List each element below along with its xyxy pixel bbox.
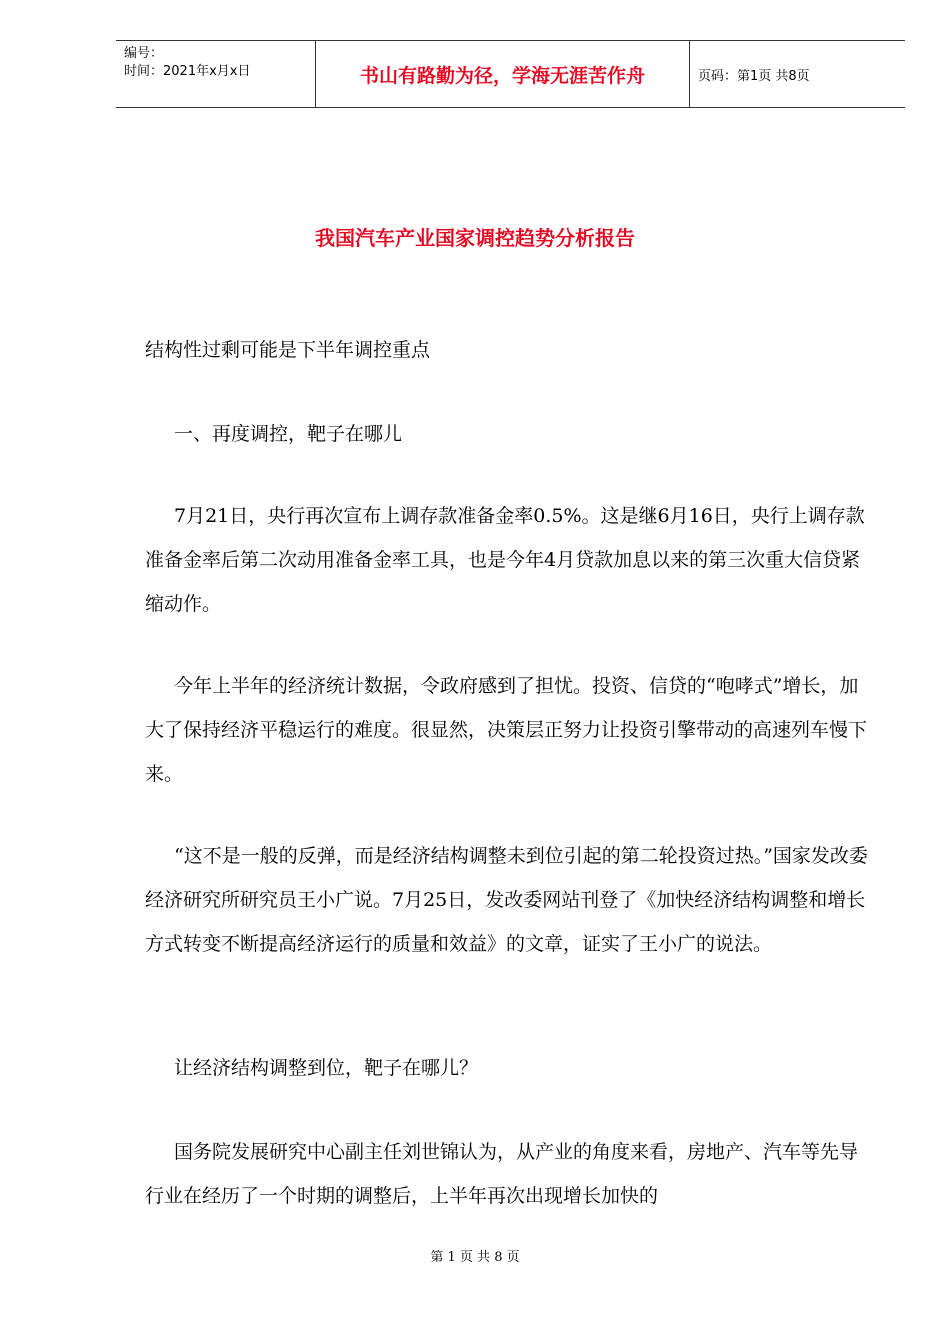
paragraph: 结构性过剩可能是下半年调控重点 [145,339,431,361]
document-title: 我国汽车产业国家调控趋势分析报告 [315,226,635,250]
paragraph-subtitle [145,328,875,372]
paragraph: “这不是一般的反弹，而是经济结构调整未到位引起的第二轮投资过热。”国家发改委经济研究所研究员王小广说。7月25日，发改委网站刊登了《加快经济结构调整和增长方式转变不断提高经济运行的质量和效益》的文章，证实了王小广的说法。 [145,845,868,955]
header-meta [116,41,316,107]
paragraph-block [145,494,875,626]
paragraph-block [145,834,875,966]
serial-number-label: 编号： [124,46,164,61]
paragraph-block [145,664,875,796]
paragraph: 国务院发展研究中心副主任刘世锦认为，从产业的角度来看，房地产、汽车等先导行业在经历了一个时期的调整后，上半年再次出现增长加快的 [145,1141,859,1207]
page-header [116,40,905,108]
paragraph: 7月21日，央行再次宣布上调存款准备金率0.5%。这是继6月16日，央行上调存款准备金率后第二次动用准备金率工具，也是今年4月贷款加息以来的第三次重大信贷紧缩动作。 [145,505,865,615]
paragraph-block [145,1046,875,1090]
header-motto: 书山有路勤为径，学海无涯苦作舟 [316,41,690,107]
page-footer: 第 1 页 共 8 页 [430,1250,520,1265]
paragraph-section-heading [145,412,875,456]
paragraph-block [145,1130,875,1218]
paragraph: 让经济结构调整到位，靶子在哪儿？ [174,1057,479,1079]
date-label: 时间：2021年x月x日 [124,64,251,79]
header-page-info: 页码：第1页 共8页 [698,68,810,84]
paragraph: 今年上半年的经济统计数据，令政府感到了担忧。投资、信贷的“咆哮式”增长，加大了保持经济平稳运行的难度。很显然，决策层正努力让投资引擎带动的高速列车慢下来。 [145,675,868,785]
paragraph: 一、再度调控，靶子在哪儿 [174,423,403,445]
